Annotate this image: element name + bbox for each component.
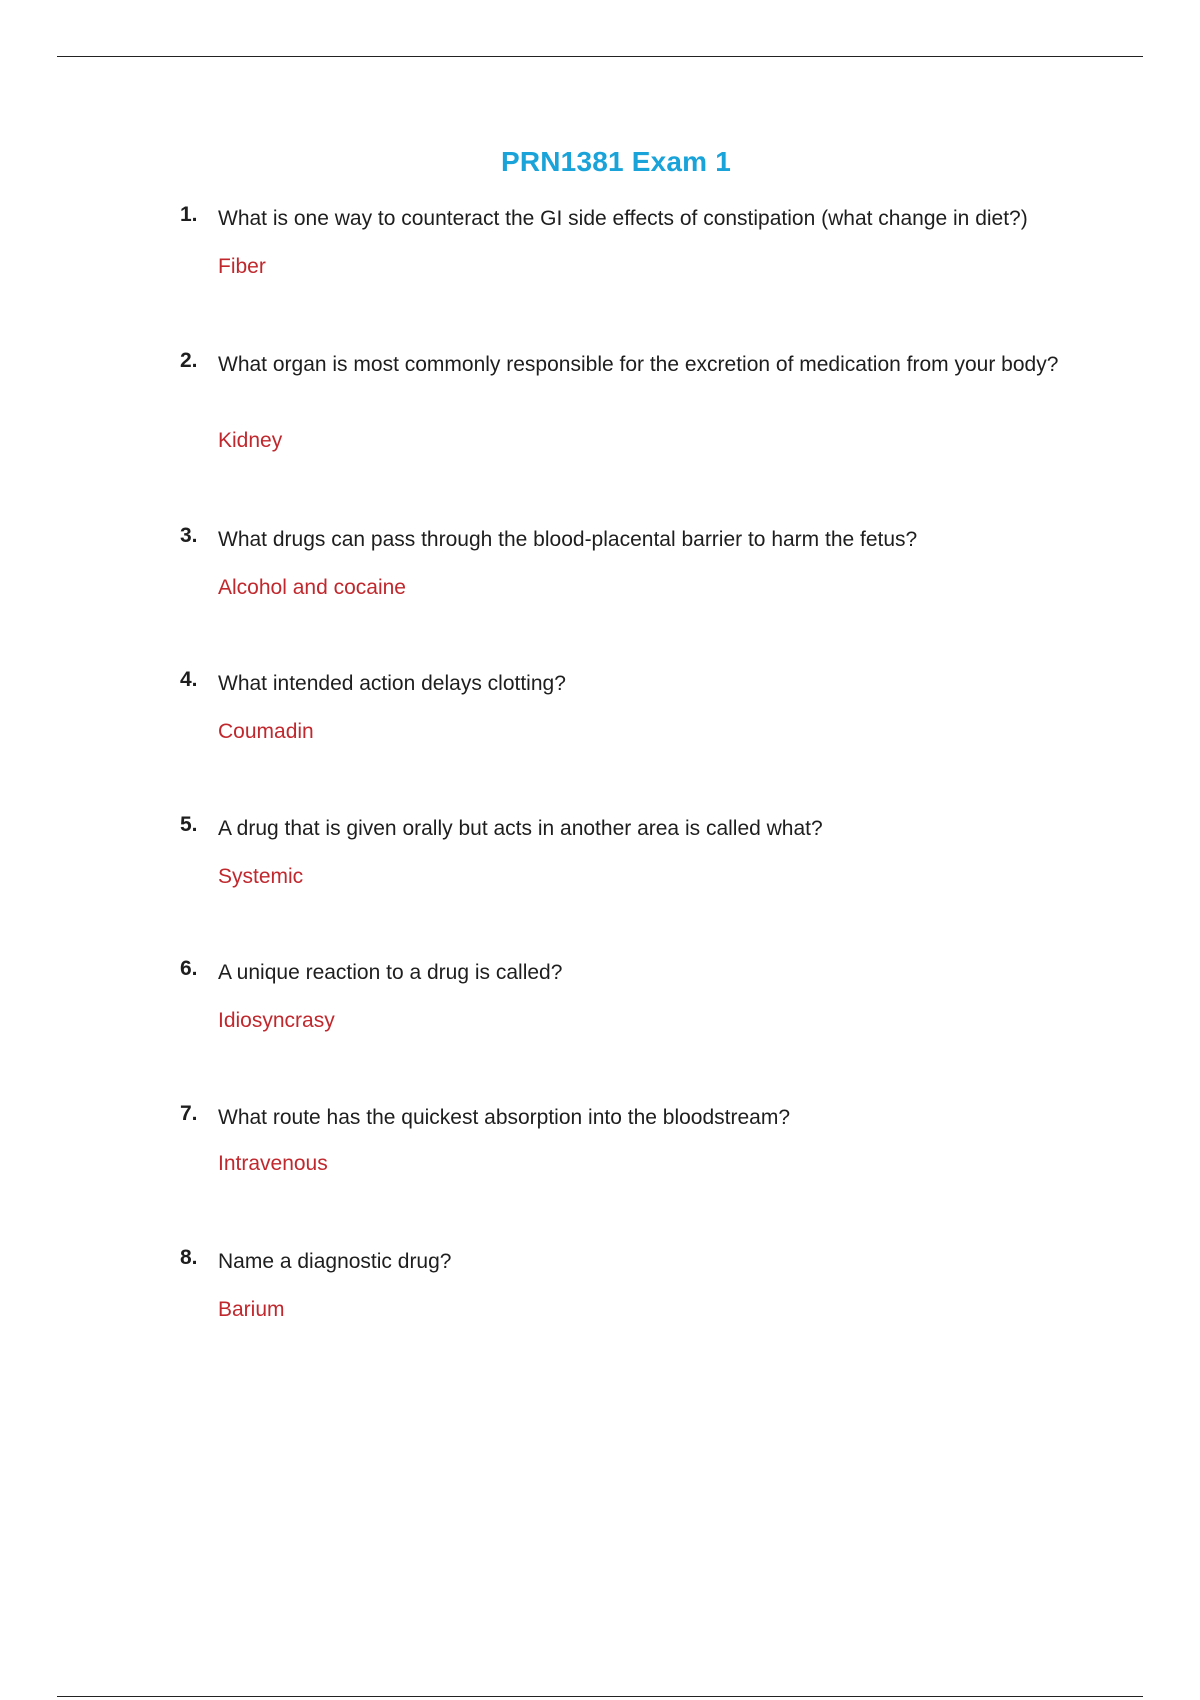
question-number: 3. bbox=[180, 524, 198, 547]
answer-text: Kidney bbox=[218, 429, 283, 452]
question-number: 5. bbox=[180, 813, 198, 836]
question-number: 1. bbox=[180, 203, 198, 226]
question-text: What organ is most commonly responsible for the excretion of medication from your body? bbox=[218, 353, 1059, 376]
question-text: What route has the quickest absorption into the bloodstream? bbox=[218, 1106, 791, 1129]
page-title: PRN1381 Exam 1 bbox=[500, 146, 732, 177]
answer-text: Coumadin bbox=[218, 720, 314, 743]
question-text: What drugs can pass through the blood-placental barrier to harm the fetus? bbox=[218, 528, 918, 551]
answer-text: Fiber bbox=[218, 255, 266, 278]
question-number: 7. bbox=[180, 1102, 198, 1125]
answer-text: Systemic bbox=[218, 865, 304, 888]
question-text: A drug that is given orally but acts in another area is called what? bbox=[218, 817, 823, 840]
question-number: 8. bbox=[180, 1246, 198, 1269]
footer-rule bbox=[57, 1696, 1143, 1697]
answer-text: Barium bbox=[218, 1298, 285, 1321]
question-text: A unique reaction to a drug is called? bbox=[218, 961, 563, 984]
answer-text: Alcohol and cocaine bbox=[218, 576, 406, 599]
question-text: What intended action delays clotting? bbox=[218, 672, 566, 695]
question-text: What is one way to counteract the GI side effects of constipation (what change in diet?) bbox=[218, 207, 1028, 230]
answer-text: Idiosyncrasy bbox=[218, 1009, 335, 1032]
answer-text: Intravenous bbox=[218, 1152, 328, 1175]
question-number: 6. bbox=[180, 957, 198, 980]
question-number: 4. bbox=[180, 668, 198, 691]
question-text: Name a diagnostic drug? bbox=[218, 1250, 452, 1273]
question-number: 2. bbox=[180, 349, 198, 372]
